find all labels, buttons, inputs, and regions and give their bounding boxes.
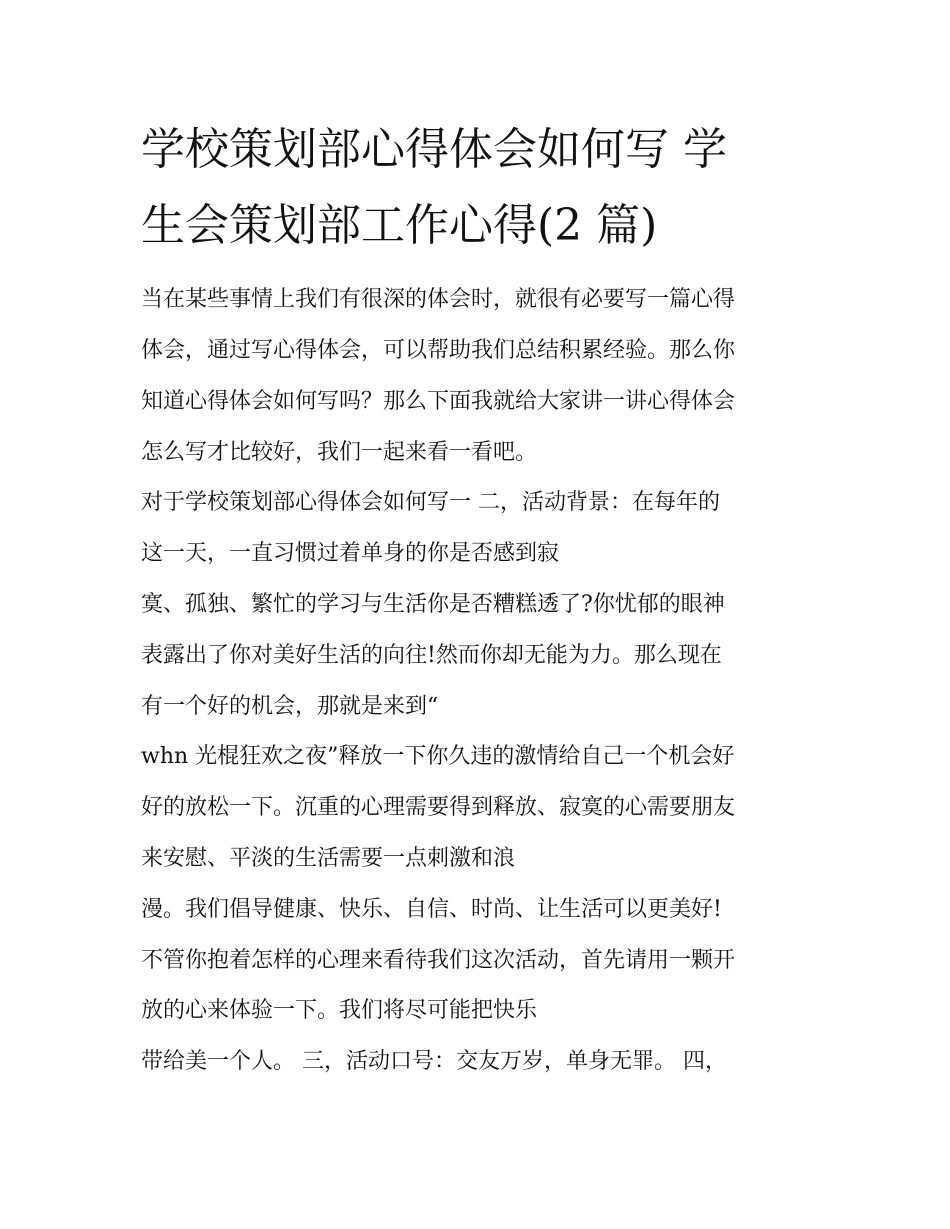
- body-line: 有一个好的机会，那就是来到“: [141, 694, 439, 719]
- body-line: whn 光棍狂欢之夜”释放一下你久违的激情给自己一个机会好: [141, 744, 735, 769]
- body-line: 怎么写才比较好，我们一起来看一看吧。: [141, 440, 538, 465]
- body-line: 表露出了你对美好生活的向往!然而你却无能为力。那么现在: [141, 643, 722, 668]
- body-line: 来安慰、平淡的生活需要一点刺激和浪: [141, 846, 516, 871]
- body-line: 寞、孤独、繁忙的学习与生活你是否糟糕透了?你忧郁的眼神: [141, 592, 725, 617]
- body-line: 体会，通过写心得体会，可以帮助我们总结积累经验。那么你: [141, 338, 736, 363]
- body-line: 不管你抱着怎样的心理来看待我们这次活动，首先请用一颗开: [141, 948, 736, 973]
- body-line: 知道心得体会如何写吗？那么下面我就给大家讲一讲心得体会: [141, 389, 736, 414]
- title-line: 学校策划部心得体会如何写 学: [141, 124, 727, 175]
- title-line: 生会策划部工作心得(2 篇): [141, 200, 658, 251]
- body-line: 对于学校策划部心得体会如何写一 二，活动背景：在每年的: [141, 490, 720, 515]
- body-line: 漫。我们倡导健康、快乐、自信、时尚、让生活可以更美好!: [141, 897, 722, 922]
- body-line: 当在某些事情上我们有很深的体会时，就很有必要写一篇心得: [141, 287, 736, 312]
- body-line: 带给美一个人。 三，活动口号：交友万岁，单身无罪。 四，: [141, 1049, 727, 1074]
- body-line: 放的心来体验一下。我们将尽可能把快乐: [141, 998, 538, 1023]
- body-line: 好的放松一下。沉重的心理需要得到释放、寂寞的心需要朋友: [141, 795, 736, 820]
- body-line: 这一天，一直习惯过着单身的你是否感到寂: [141, 541, 560, 566]
